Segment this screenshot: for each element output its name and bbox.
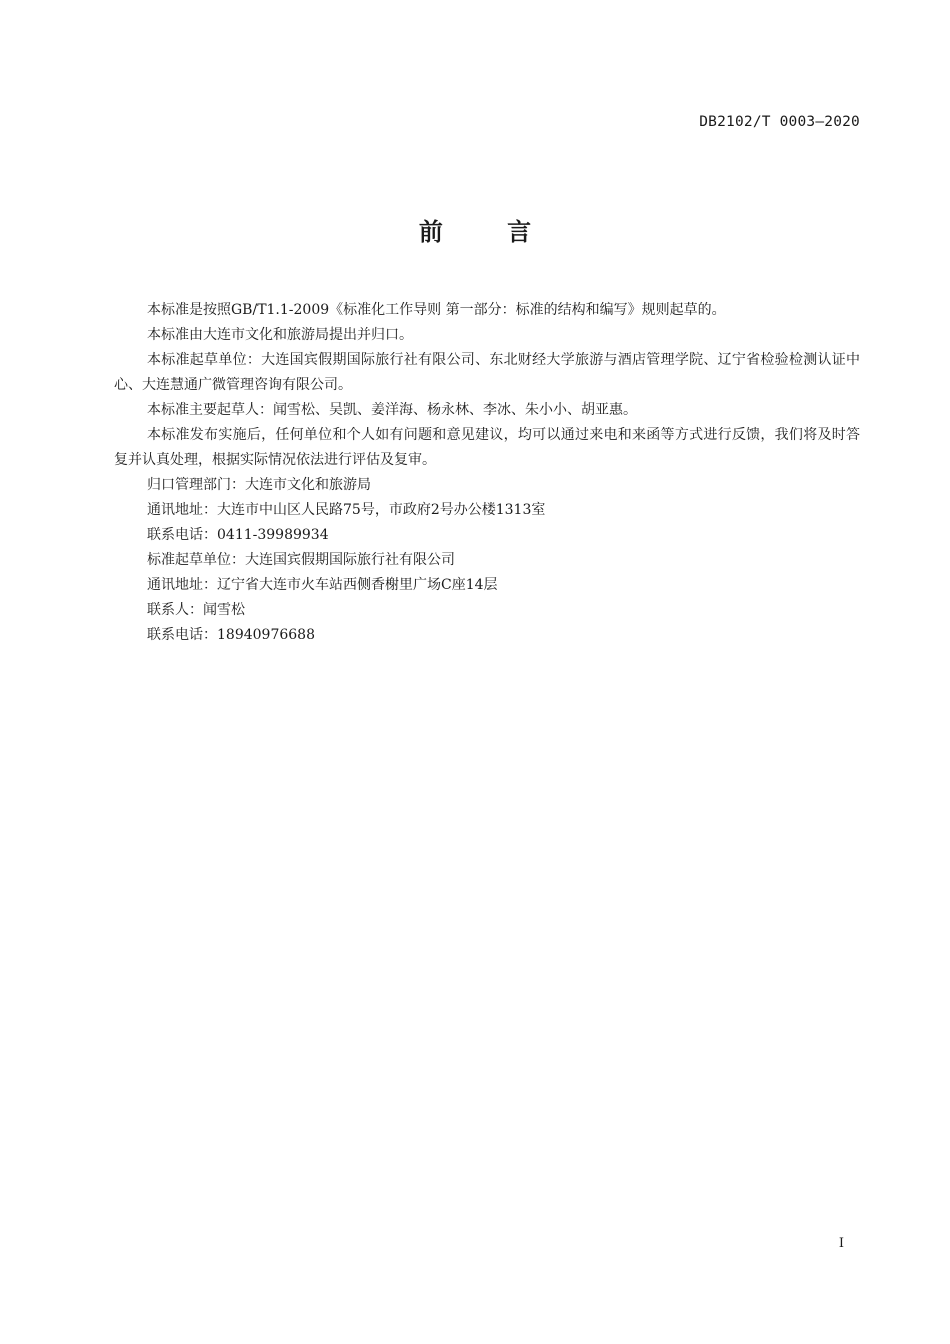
paragraph-managing-department: 归口管理部门：大连市文化和旅游局 <box>147 477 371 493</box>
paragraph-proposer: 本标准由大连市文化和旅游局提出并归口。 <box>147 327 413 343</box>
paragraph-feedback: 本标准发布实施后，任何单位和个人如有问题和意见建议，均可以通过来电和来函等方式进行反馈，我们将及时答复并认真处理，根据实际情况依法进行评估及复审。 <box>114 427 860 468</box>
paragraph-drafting-units: 本标准起草单位：大连国宾假期国际旅行社有限公司、东北财经大学旅游与酒店管理学院、辽宁省检验检测认证中心、大连慧通广微管理咨询有限公司。 <box>114 352 860 393</box>
paragraph-department-address: 通讯地址：大连市中山区人民路75号，市政府2号办公楼1313室 <box>147 502 546 518</box>
document-code: DB2102/T 0003—2020 <box>699 114 860 130</box>
foreword-body <box>114 298 860 648</box>
page-title: 前 言 <box>418 218 560 246</box>
paragraph-drafting-unit: 标准起草单位：大连国宾假期国际旅行社有限公司 <box>147 552 455 568</box>
paragraph-drafters: 本标准主要起草人：闻雪松、吴凯、姜洋海、杨永林、李冰、朱小小、胡亚惠。 <box>147 402 637 418</box>
paragraph-contact-phone: 联系电话：18940976688 <box>147 627 315 643</box>
paragraph-unit-address: 通讯地址：辽宁省大连市火车站西侧香榭里广场C座14层 <box>147 577 498 593</box>
paragraph-contact-person: 联系人：闻雪松 <box>147 602 245 618</box>
paragraph-department-phone: 联系电话：0411-39989934 <box>147 527 329 543</box>
paragraph-drafting-rules: 本标准是按照GB/T1.1-2009《标准化工作导则 第一部分：标准的结构和编写》规则起草的。 <box>147 302 726 318</box>
page-number: I <box>838 1236 844 1251</box>
